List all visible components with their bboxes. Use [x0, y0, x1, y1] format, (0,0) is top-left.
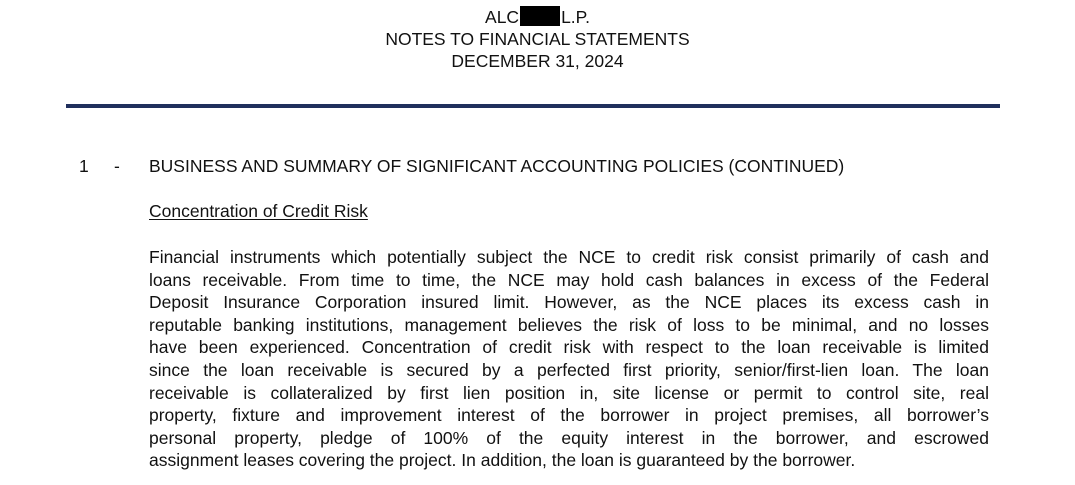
paragraph-line: receivable is collateralized by first lien position in, site license or permit to control site, real: [149, 382, 989, 403]
company-name-prefix: ALC: [485, 7, 520, 27]
section-number: 1: [79, 156, 89, 176]
paragraph-line: have been experienced. Concentration of credit risk with respect to the loan receivable is limited: [149, 337, 989, 358]
section-dash: -: [114, 156, 120, 176]
document-header: [0, 6, 1075, 72]
section-title: BUSINESS AND SUMMARY OF SIGNIFICANT ACCOUNTING POLICIES (CONTINUED): [149, 156, 845, 176]
document-title: NOTES TO FINANCIAL STATEMENTS: [385, 29, 690, 49]
paragraph-line: Deposit Insurance Corporation insured limit. However, as the NCE places its excess cash in: [149, 292, 989, 313]
paragraph-line: Financial instruments which potentially subject the NCE to credit risk consist primarily of cash and: [149, 247, 989, 267]
paragraph-line: since the loan receivable is secured by a perfected first priority, senior/first-lien loan. The loan: [149, 359, 989, 380]
statement-date: DECEMBER 31, 2024: [451, 51, 624, 71]
redaction-box: [520, 6, 560, 26]
company-name: [0, 6, 1075, 28]
paragraph-line: assignment leases covering the project. In addition, the loan is guaranteed by the borrower.: [149, 450, 856, 471]
company-name-suffix: L.P.: [561, 7, 590, 27]
paragraph-line: personal property, pledge of 100% of the equity interest in the borrower, and escrowed: [149, 427, 989, 448]
paragraph-line: loans receivable. From time to time, the NCE may hold cash balances in excess of the Federal: [149, 269, 989, 290]
paragraph-line: property, fixture and improvement interest of the borrower in project premises, all borrower’s: [149, 405, 989, 426]
header-divider: [66, 104, 1000, 108]
subsection-title: Concentration of Credit Risk: [149, 201, 368, 221]
credit-risk-paragraph: [149, 246, 989, 472]
paragraph-line: reputable banking institutions, management believes the risk of loss to be minimal, and no losses: [149, 314, 989, 335]
